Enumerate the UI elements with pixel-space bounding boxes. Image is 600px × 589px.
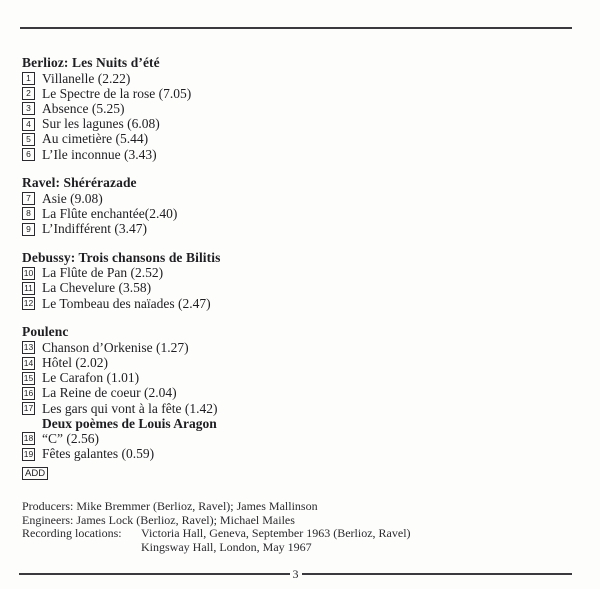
track-title: La Flûte de Pan (2.52)	[42, 265, 164, 281]
track-row	[22, 222, 322, 237]
track-number: 17	[23, 403, 34, 414]
track-number: 4	[22, 118, 35, 131]
track-number: 2	[22, 87, 35, 100]
producers-credit: Producers: Mike Bremmer (Berlioz, Ravel); James Mallinson	[22, 499, 318, 513]
track-row	[22, 191, 322, 206]
engineers-credit: Engineers: James Lock (Berlioz, Ravel); Michael Mailes	[22, 512, 295, 527]
location-item: Victoria Hall, Geneva, September 1963 (Berlioz, Ravel)	[141, 526, 411, 540]
track-number: 13	[23, 342, 34, 353]
track-row	[22, 447, 322, 462]
track-row	[22, 86, 322, 101]
track-title: Les gars qui vont à la fête (1.42)	[42, 400, 218, 416]
track-title: “C” (2.56)	[42, 430, 99, 446]
track-title: La Chevelure (3.58)	[42, 280, 152, 296]
track-title: Absence (5.25)	[42, 100, 125, 116]
tracklist	[22, 54, 322, 493]
track-title: Fêtes galantes (0.59)	[42, 446, 155, 462]
track-row	[22, 117, 322, 132]
track-row	[22, 401, 322, 416]
track-row	[22, 281, 322, 296]
footer-rule	[19, 568, 572, 580]
recording-locations	[22, 527, 411, 554]
track-title: Au cimetière (5.44)	[42, 131, 149, 147]
track-title: La Flûte enchantée(2.40)	[42, 205, 178, 221]
track-row	[22, 431, 322, 446]
track-title: L’Ile inconnue (3.43)	[42, 146, 157, 162]
track-number: 12	[23, 298, 34, 309]
section-debussy	[22, 249, 322, 312]
track-row	[22, 266, 322, 281]
track-number: 1	[22, 72, 35, 85]
track-title: La Reine de coeur (2.04)	[42, 385, 177, 401]
track-number: 9	[22, 223, 35, 236]
add-badge: ADD	[22, 467, 48, 480]
track-row	[22, 340, 322, 355]
section-ravel	[22, 174, 322, 237]
section-title: Poulenc	[22, 324, 69, 340]
track-row	[22, 101, 322, 116]
track-number: 7	[22, 192, 35, 205]
track-title: Le Carafon (1.01)	[42, 370, 140, 386]
section-title: Ravel: Shérérazade	[22, 175, 137, 191]
track-row	[22, 371, 322, 386]
track-number: 11	[22, 282, 35, 295]
track-row	[22, 296, 322, 311]
track-title: Chanson d’Orkenise (1.27)	[42, 339, 189, 355]
locations-list	[141, 527, 411, 554]
track-number: 14	[23, 357, 34, 368]
section-title: Debussy: Trois chansons de Bilitis	[22, 249, 221, 265]
track-row	[22, 206, 322, 221]
track-row	[22, 71, 322, 86]
credits	[22, 500, 411, 554]
track-number: 16	[23, 387, 34, 398]
section-berlioz	[22, 54, 322, 162]
work-subtitle: Deux poèmes de Louis Aragon	[42, 416, 217, 432]
section-poulenc	[22, 323, 322, 481]
track-row	[22, 355, 322, 370]
track-number: 19	[23, 448, 34, 459]
track-number: 10	[23, 267, 34, 278]
track-number: 15	[23, 372, 34, 383]
track-row	[22, 147, 322, 162]
track-title: Asie (9.08)	[42, 190, 103, 206]
section-title: Berlioz: Les Nuits d’été	[22, 55, 160, 70]
track-title: Le Tombeau des naïades (2.47)	[42, 295, 211, 311]
location-item: Kingsway Hall, London, May 1967	[141, 539, 312, 554]
track-number: 3	[22, 102, 35, 115]
track-number: 6	[22, 148, 35, 161]
top-rule	[20, 27, 572, 29]
locations-label: Recording locations:	[22, 526, 122, 540]
footer-line-right	[302, 573, 573, 575]
track-title: Villanelle (2.22)	[42, 70, 131, 86]
track-title: Hôtel (2.02)	[42, 355, 108, 371]
track-title: Sur les lagunes (6.08)	[42, 116, 160, 132]
track-row	[22, 132, 322, 147]
track-row	[22, 386, 322, 401]
page-number: 3	[292, 567, 299, 581]
track-title: L’Indifférent (3.47)	[42, 221, 147, 237]
footer-line-left	[19, 573, 290, 575]
track-number: 18	[23, 433, 34, 444]
track-number: 5	[22, 133, 35, 146]
track-title: Le Spectre de la rose (7.05)	[42, 85, 192, 101]
track-number: 8	[22, 207, 35, 220]
